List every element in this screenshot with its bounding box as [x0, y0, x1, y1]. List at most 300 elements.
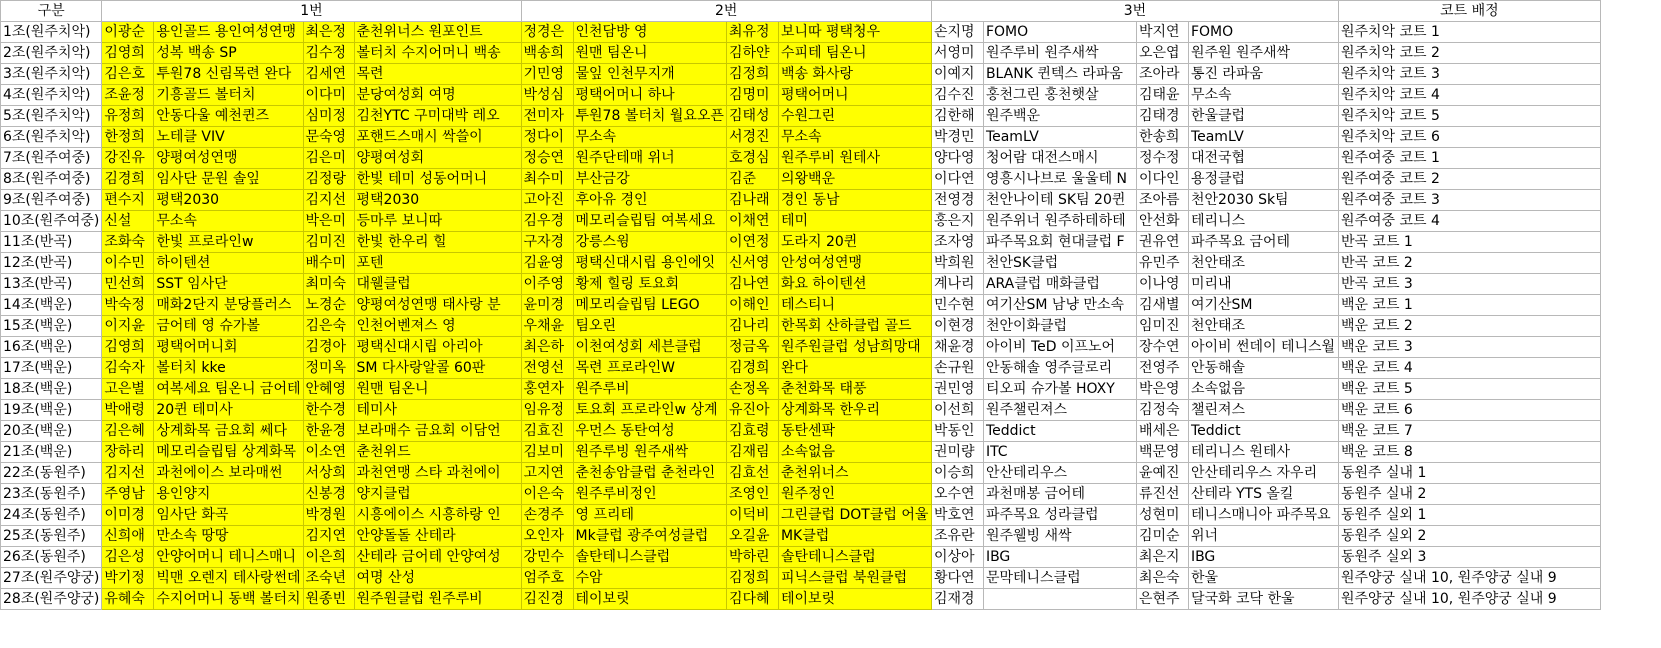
team3-name1[interactable]: 권미량 [931, 442, 983, 463]
team3-name2[interactable]: 김미순 [1136, 526, 1188, 547]
team1-club2[interactable]: 평택2030 [354, 190, 521, 211]
team2-club2[interactable]: 보니따 평택청우 [778, 22, 931, 43]
team2-club2[interactable]: 테미 [778, 211, 931, 232]
team1-club1[interactable]: 성복 백송 SP [154, 43, 303, 64]
court-cell[interactable]: 동원주 실외 2 [1338, 526, 1600, 547]
court-cell[interactable]: 원주여중 코트 3 [1338, 190, 1600, 211]
group-cell[interactable]: 1조(원주치악) [1, 22, 102, 43]
team2-club2[interactable]: 춘천화목 태풍 [778, 379, 931, 400]
team3-name1[interactable]: 이승희 [931, 463, 983, 484]
team2-name2[interactable]: 김정희 [726, 64, 778, 85]
team2-name1[interactable]: 홍연자 [521, 379, 573, 400]
team2-club1[interactable]: 물잎 인천무지개 [573, 64, 726, 85]
team1-club2[interactable]: 시흥에이스 시흥하랑 인 [354, 505, 521, 526]
court-cell[interactable]: 백운 코트 4 [1338, 358, 1600, 379]
team2-name1[interactable]: 이주영 [521, 274, 573, 295]
team3-club2[interactable]: 천안2030 Sk팀 [1188, 190, 1338, 211]
team2-name2[interactable]: 김다혜 [726, 589, 778, 610]
team2-name1[interactable]: 전영선 [521, 358, 573, 379]
team3-name1[interactable]: 손규원 [931, 358, 983, 379]
team1-name2[interactable]: 김지연 [303, 526, 354, 547]
team2-name2[interactable]: 정금옥 [726, 337, 778, 358]
group-cell[interactable]: 4조(원주치악) [1, 85, 102, 106]
team1-name1[interactable]: 김은혜 [102, 421, 154, 442]
team3-club1[interactable]: 청어람 대전스매시 [983, 148, 1136, 169]
team3-name2[interactable]: 성현미 [1136, 505, 1188, 526]
group-cell[interactable]: 23조(동원주) [1, 484, 102, 505]
team3-club1[interactable]: FOMO [983, 22, 1136, 43]
team2-club1[interactable]: 이천여성회 세븐클럽 [573, 337, 726, 358]
team1-name1[interactable]: 김숙자 [102, 358, 154, 379]
group-cell[interactable]: 6조(원주치악) [1, 127, 102, 148]
team3-club1[interactable]: 영흥시나브로 울울테 N [983, 169, 1136, 190]
group-cell[interactable]: 16조(백운) [1, 337, 102, 358]
court-cell[interactable]: 반곡 코트 3 [1338, 274, 1600, 295]
team2-name2[interactable]: 신서영 [726, 253, 778, 274]
team2-name1[interactable]: 오인자 [521, 526, 573, 547]
team3-club1[interactable]: 원주위너 원주하테하테 [983, 211, 1136, 232]
team2-club1[interactable]: 토요회 프로라인w 상계 [573, 400, 726, 421]
team1-club1[interactable]: 안양어머니 테니스매니 [154, 547, 303, 568]
team1-club2[interactable]: 테미사 [354, 400, 521, 421]
team1-name2[interactable]: 문숙영 [303, 127, 354, 148]
team1-name2[interactable]: 이은희 [303, 547, 354, 568]
team3-club2[interactable]: FOMO [1188, 22, 1338, 43]
team2-club1[interactable]: 황제 힐링 토요회 [573, 274, 726, 295]
team1-name1[interactable]: 김영희 [102, 43, 154, 64]
team2-name2[interactable]: 김정희 [726, 568, 778, 589]
team3-name2[interactable]: 최은숙 [1136, 568, 1188, 589]
team2-name1[interactable]: 고지연 [521, 463, 573, 484]
court-cell[interactable]: 백운 코트 2 [1338, 316, 1600, 337]
team2-name1[interactable]: 백송희 [521, 43, 573, 64]
group-cell[interactable]: 5조(원주치악) [1, 106, 102, 127]
team3-club2[interactable]: 한울 [1188, 568, 1338, 589]
team2-name2[interactable]: 손정옥 [726, 379, 778, 400]
team1-name2[interactable]: 원종빈 [303, 589, 354, 610]
team1-club1[interactable]: 용인양지 [154, 484, 303, 505]
team1-name1[interactable]: 한정희 [102, 127, 154, 148]
team3-club1[interactable]: BLANK 퀸텍스 라파움 [983, 64, 1136, 85]
team2-name1[interactable]: 정승연 [521, 148, 573, 169]
team2-club1[interactable]: 원주루비정인 [573, 484, 726, 505]
team3-club2[interactable]: 챌린져스 [1188, 400, 1338, 421]
team2-club2[interactable]: 테스티니 [778, 295, 931, 316]
team3-name2[interactable]: 전영주 [1136, 358, 1188, 379]
team3-name1[interactable]: 오수연 [931, 484, 983, 505]
team1-name1[interactable]: 김경희 [102, 169, 154, 190]
team1-club1[interactable]: 만소속 땅땅 [154, 526, 303, 547]
team3-club2[interactable]: 테리니스 [1188, 211, 1338, 232]
team3-name2[interactable]: 조아름 [1136, 190, 1188, 211]
team1-name2[interactable]: 김지선 [303, 190, 354, 211]
group-cell[interactable]: 2조(원주치악) [1, 43, 102, 64]
court-cell[interactable]: 원주양궁 실내 10, 원주양궁 실내 9 [1338, 568, 1600, 589]
team3-name2[interactable]: 조아라 [1136, 64, 1188, 85]
team2-club2[interactable]: 안성여성연맹 [778, 253, 931, 274]
court-cell[interactable]: 원주여중 코트 1 [1338, 148, 1600, 169]
team2-name1[interactable]: 정다이 [521, 127, 573, 148]
court-cell[interactable]: 동원주 실외 1 [1338, 505, 1600, 526]
team1-name1[interactable]: 유혜숙 [102, 589, 154, 610]
team1-name1[interactable]: 민선희 [102, 274, 154, 295]
team3-club1[interactable]: Teddict [983, 421, 1136, 442]
court-cell[interactable]: 원주치악 코트 2 [1338, 43, 1600, 64]
team3-name1[interactable]: 박희원 [931, 253, 983, 274]
team1-name2[interactable]: 김정랑 [303, 169, 354, 190]
team3-club1[interactable]: 여기산SM 남냥 만소속 [983, 295, 1136, 316]
team1-name2[interactable]: 최은정 [303, 22, 354, 43]
team2-club2[interactable]: 소속없음 [778, 442, 931, 463]
team1-club2[interactable]: 안양돌돌 산테라 [354, 526, 521, 547]
team2-name2[interactable]: 이채연 [726, 211, 778, 232]
team1-club1[interactable]: 안동다울 예천퀸즈 [154, 106, 303, 127]
team2-club2[interactable]: 한목회 산하클럽 골드 [778, 316, 931, 337]
team2-club1[interactable]: 팀오린 [573, 316, 726, 337]
group-cell[interactable]: 28조(원주양궁) [1, 589, 102, 610]
team2-name1[interactable]: 강민수 [521, 547, 573, 568]
team3-club2[interactable]: 천안태조 [1188, 253, 1338, 274]
team1-club1[interactable]: SST 임사단 [154, 274, 303, 295]
team2-club2[interactable]: 수피테 팀온니 [778, 43, 931, 64]
team1-name2[interactable]: 정미옥 [303, 358, 354, 379]
team3-club1[interactable]: 천안SK클럽 [983, 253, 1136, 274]
team1-name2[interactable]: 김경아 [303, 337, 354, 358]
team2-name1[interactable]: 전미자 [521, 106, 573, 127]
team3-name1[interactable]: 조유란 [931, 526, 983, 547]
team3-name1[interactable]: 박호연 [931, 505, 983, 526]
team1-name2[interactable]: 노경순 [303, 295, 354, 316]
court-cell[interactable]: 원주양궁 실내 10, 원주양궁 실내 9 [1338, 589, 1600, 610]
team2-name2[interactable]: 이연정 [726, 232, 778, 253]
team2-name2[interactable]: 김나연 [726, 274, 778, 295]
group-cell[interactable]: 19조(백운) [1, 400, 102, 421]
team2-club2[interactable]: 무소속 [778, 127, 931, 148]
team3-name1[interactable]: 이다연 [931, 169, 983, 190]
team3-club2[interactable]: 테리니스 원테사 [1188, 442, 1338, 463]
team1-name2[interactable]: 김세연 [303, 64, 354, 85]
court-cell[interactable]: 반곡 코트 2 [1338, 253, 1600, 274]
team1-club2[interactable]: 평택신대시립 아리아 [354, 337, 521, 358]
group-cell[interactable]: 26조(동원주) [1, 547, 102, 568]
court-cell[interactable]: 원주여중 코트 4 [1338, 211, 1600, 232]
team2-name1[interactable]: 박성심 [521, 85, 573, 106]
team2-club2[interactable]: 수원그린 [778, 106, 931, 127]
team2-club2[interactable]: 백송 화사랑 [778, 64, 931, 85]
team3-club1[interactable] [983, 589, 1136, 610]
team3-name2[interactable]: 류진선 [1136, 484, 1188, 505]
team1-club1[interactable]: 한빛 프로라인w [154, 232, 303, 253]
team3-name2[interactable]: 한송희 [1136, 127, 1188, 148]
team3-name1[interactable]: 박경민 [931, 127, 983, 148]
team3-name1[interactable]: 조자영 [931, 232, 983, 253]
court-cell[interactable]: 원주치악 코트 1 [1338, 22, 1600, 43]
team1-club1[interactable]: 용인골드 용인여성연맹 [154, 22, 303, 43]
team1-name1[interactable]: 김영희 [102, 337, 154, 358]
team1-name2[interactable]: 안혜영 [303, 379, 354, 400]
group-cell[interactable]: 21조(백운) [1, 442, 102, 463]
team2-club2[interactable]: 화요 하이텐션 [778, 274, 931, 295]
team2-name1[interactable]: 최은하 [521, 337, 573, 358]
team2-club2[interactable]: 피닉스클럽 북원클럽 [778, 568, 931, 589]
team3-name1[interactable]: 박동인 [931, 421, 983, 442]
team1-name1[interactable]: 이수민 [102, 253, 154, 274]
team2-club1[interactable]: 원맨 팀온니 [573, 43, 726, 64]
team2-club1[interactable]: 솔탄테니스클럽 [573, 547, 726, 568]
team2-club1[interactable]: 투원78 볼터치 월요오픈 [573, 106, 726, 127]
team2-club1[interactable]: 평택신대시립 용인에잇 [573, 253, 726, 274]
team2-club2[interactable]: 의왕백운 [778, 169, 931, 190]
team3-club2[interactable]: 여기산SM [1188, 295, 1338, 316]
team2-name1[interactable]: 김우경 [521, 211, 573, 232]
team1-name2[interactable]: 이소연 [303, 442, 354, 463]
team1-club2[interactable]: 여명 산성 [354, 568, 521, 589]
court-cell[interactable]: 백운 코트 6 [1338, 400, 1600, 421]
team2-name1[interactable]: 정경은 [521, 22, 573, 43]
team2-name1[interactable]: 김진경 [521, 589, 573, 610]
court-cell[interactable]: 원주치악 코트 4 [1338, 85, 1600, 106]
team2-name2[interactable]: 조영인 [726, 484, 778, 505]
team3-name1[interactable]: 이예지 [931, 64, 983, 85]
group-cell[interactable]: 15조(백운) [1, 316, 102, 337]
team3-club2[interactable]: 안산테리우스 자우리 [1188, 463, 1338, 484]
team3-club2[interactable]: 천안태조 [1188, 316, 1338, 337]
team1-name2[interactable]: 최미숙 [303, 274, 354, 295]
group-cell[interactable]: 8조(원주여중) [1, 169, 102, 190]
team2-name1[interactable]: 엄주호 [521, 568, 573, 589]
team1-name1[interactable]: 박애령 [102, 400, 154, 421]
header-group[interactable]: 구분 [1, 1, 102, 22]
team2-club2[interactable]: 솔탄테니스클럽 [778, 547, 931, 568]
team1-name1[interactable]: 신설 [102, 211, 154, 232]
court-cell[interactable]: 동원주 실내 1 [1338, 463, 1600, 484]
team2-club2[interactable]: 상계화목 한우리 [778, 400, 931, 421]
team3-name2[interactable]: 윤예진 [1136, 463, 1188, 484]
team3-name1[interactable]: 민수현 [931, 295, 983, 316]
team1-club1[interactable]: 20퀸 테미사 [154, 400, 303, 421]
team3-club1[interactable]: 홍천그린 홍천햇살 [983, 85, 1136, 106]
team2-club1[interactable]: 후아유 경인 [573, 190, 726, 211]
team1-name1[interactable]: 유정희 [102, 106, 154, 127]
team2-name2[interactable]: 김경희 [726, 358, 778, 379]
team2-name1[interactable]: 김효진 [521, 421, 573, 442]
team2-club1[interactable]: 강릉스윙 [573, 232, 726, 253]
team2-name1[interactable]: 최수미 [521, 169, 573, 190]
team1-club1[interactable]: 투원78 신림목련 완다 [154, 64, 303, 85]
team2-club1[interactable]: 목련 프로라인W [573, 358, 726, 379]
team1-name1[interactable]: 이광순 [102, 22, 154, 43]
team3-name1[interactable]: 전영경 [931, 190, 983, 211]
team3-name1[interactable]: 황다연 [931, 568, 983, 589]
team1-club2[interactable]: 포핸드스매시 싹쓸이 [354, 127, 521, 148]
team3-name1[interactable]: 이선희 [931, 400, 983, 421]
team2-name1[interactable]: 기민영 [521, 64, 573, 85]
team1-name2[interactable]: 배수미 [303, 253, 354, 274]
team2-name2[interactable]: 김하얀 [726, 43, 778, 64]
team2-club2[interactable]: 원주루비 원테사 [778, 148, 931, 169]
team2-name2[interactable]: 김태성 [726, 106, 778, 127]
team3-name2[interactable]: 배세은 [1136, 421, 1188, 442]
group-cell[interactable]: 7조(원주여중) [1, 148, 102, 169]
team1-club2[interactable]: 양평여성연맹 태사랑 분 [354, 295, 521, 316]
team2-club2[interactable]: 도라지 20퀸 [778, 232, 931, 253]
team1-name2[interactable]: 김은미 [303, 148, 354, 169]
team1-name1[interactable]: 조화숙 [102, 232, 154, 253]
team1-club2[interactable]: 한빛 한우리 힐 [354, 232, 521, 253]
team3-club1[interactable]: 파주목요회 현대클럽 F [983, 232, 1136, 253]
team3-club2[interactable]: 무소속 [1188, 85, 1338, 106]
team3-club1[interactable]: 원주루비 원주새싹 [983, 43, 1136, 64]
team3-club2[interactable]: 통진 라파움 [1188, 64, 1338, 85]
team2-club1[interactable]: 테이보릿 [573, 589, 726, 610]
team2-name1[interactable]: 우채윤 [521, 316, 573, 337]
team2-club1[interactable]: 무소속 [573, 127, 726, 148]
group-cell[interactable]: 9조(원주여중) [1, 190, 102, 211]
team1-club2[interactable]: 양평여성회 [354, 148, 521, 169]
team2-club1[interactable]: 인천담방 영 [573, 22, 726, 43]
team1-name2[interactable]: 김은숙 [303, 316, 354, 337]
team2-club1[interactable]: 우먼스 동탄여성 [573, 421, 726, 442]
group-cell[interactable]: 3조(원주치악) [1, 64, 102, 85]
team3-club2[interactable]: TeamLV [1188, 127, 1338, 148]
team2-name2[interactable]: 김명미 [726, 85, 778, 106]
team3-name1[interactable]: 채윤경 [931, 337, 983, 358]
team3-club1[interactable]: 원주웰빙 새싹 [983, 526, 1136, 547]
team2-club1[interactable]: 원주루빙 원주새싹 [573, 442, 726, 463]
team1-club2[interactable]: 원맨 팀온니 [354, 379, 521, 400]
team1-name1[interactable]: 김은성 [102, 547, 154, 568]
team1-club2[interactable]: 포텐 [354, 253, 521, 274]
team3-name2[interactable]: 오은엽 [1136, 43, 1188, 64]
team2-club2[interactable]: 춘천위너스 [778, 463, 931, 484]
team3-name2[interactable]: 김태경 [1136, 106, 1188, 127]
team1-name2[interactable]: 박경원 [303, 505, 354, 526]
team1-club2[interactable]: 김천YTC 구미대박 레오 [354, 106, 521, 127]
team3-name2[interactable]: 유민주 [1136, 253, 1188, 274]
team1-club1[interactable]: 하이텐션 [154, 253, 303, 274]
team3-club2[interactable]: 미리내 [1188, 274, 1338, 295]
team3-club2[interactable]: 원주원 원주새싹 [1188, 43, 1338, 64]
team3-name2[interactable]: 박은영 [1136, 379, 1188, 400]
team3-name1[interactable]: 권민영 [931, 379, 983, 400]
team3-name1[interactable]: 계나리 [931, 274, 983, 295]
team2-club2[interactable]: 평택어머니 [778, 85, 931, 106]
team2-club1[interactable]: 메모리슬립팀 여복세요 [573, 211, 726, 232]
team1-club2[interactable]: 인천어벤져스 영 [354, 316, 521, 337]
team2-name2[interactable]: 이덕비 [726, 505, 778, 526]
team3-name2[interactable]: 안선화 [1136, 211, 1188, 232]
team3-club2[interactable]: IBG [1188, 547, 1338, 568]
team3-club1[interactable]: 안동해솔 영주글로리 [983, 358, 1136, 379]
team3-name1[interactable]: 손지명 [931, 22, 983, 43]
team1-name1[interactable]: 김은호 [102, 64, 154, 85]
team3-name2[interactable]: 최은지 [1136, 547, 1188, 568]
team3-club2[interactable]: 파주목요 금어테 [1188, 232, 1338, 253]
team1-name1[interactable]: 장하리 [102, 442, 154, 463]
group-cell[interactable]: 13조(반곡) [1, 274, 102, 295]
team1-club2[interactable]: 대웰클럽 [354, 274, 521, 295]
team3-club2[interactable]: 한울클럽 [1188, 106, 1338, 127]
team3-club1[interactable]: ITC [983, 442, 1136, 463]
team1-club1[interactable]: 상계화목 금요회 쎄다 [154, 421, 303, 442]
team3-club2[interactable]: 아이비 썬데이 테니스월 [1188, 337, 1338, 358]
team1-club1[interactable]: 양평여성연맹 [154, 148, 303, 169]
team2-name2[interactable]: 김나리 [726, 316, 778, 337]
team2-club1[interactable]: 메모리슬립팀 LEGO [573, 295, 726, 316]
team3-name1[interactable]: 김재경 [931, 589, 983, 610]
team2-club1[interactable]: 영 프리테 [573, 505, 726, 526]
team1-name1[interactable]: 이미경 [102, 505, 154, 526]
team3-name2[interactable]: 김정숙 [1136, 400, 1188, 421]
team1-club2[interactable]: 춘천위드 [354, 442, 521, 463]
team2-club1[interactable]: 수암 [573, 568, 726, 589]
team3-name2[interactable]: 김새별 [1136, 295, 1188, 316]
court-cell[interactable]: 백운 코트 7 [1338, 421, 1600, 442]
team2-name2[interactable]: 호경심 [726, 148, 778, 169]
team1-name1[interactable]: 주영남 [102, 484, 154, 505]
header-team-2[interactable]: 2번 [521, 1, 931, 22]
team1-name1[interactable]: 김지선 [102, 463, 154, 484]
team1-club1[interactable]: 노테클 VIV [154, 127, 303, 148]
team2-name2[interactable]: 서경진 [726, 127, 778, 148]
team3-name2[interactable]: 박지연 [1136, 22, 1188, 43]
team1-name1[interactable]: 고은별 [102, 379, 154, 400]
team2-club2[interactable]: 원주정인 [778, 484, 931, 505]
team3-club2[interactable]: 산테라 YTS 올킬 [1188, 484, 1338, 505]
court-cell[interactable]: 백운 코트 5 [1338, 379, 1600, 400]
team1-name2[interactable]: 김수정 [303, 43, 354, 64]
team3-name1[interactable]: 김수진 [931, 85, 983, 106]
team2-name2[interactable]: 김효령 [726, 421, 778, 442]
team3-club1[interactable]: TeamLV [983, 127, 1136, 148]
team1-club1[interactable]: 여복세요 팀온니 금어테 [154, 379, 303, 400]
team3-name2[interactable]: 권유연 [1136, 232, 1188, 253]
team2-club1[interactable]: 춘천송암클럽 춘천라인 [573, 463, 726, 484]
team2-name1[interactable]: 이은숙 [521, 484, 573, 505]
team1-club1[interactable]: 임사단 문원 솔잎 [154, 169, 303, 190]
team1-club1[interactable]: 메모리슬립팀 상계화목 [154, 442, 303, 463]
team3-name1[interactable]: 홍은지 [931, 211, 983, 232]
team2-name1[interactable]: 김보미 [521, 442, 573, 463]
team1-club2[interactable]: 춘천위너스 원포인트 [354, 22, 521, 43]
court-cell[interactable]: 동원주 실내 2 [1338, 484, 1600, 505]
court-cell[interactable]: 원주여중 코트 2 [1338, 169, 1600, 190]
team2-club1[interactable]: 원주루비 [573, 379, 726, 400]
team3-name2[interactable]: 정수정 [1136, 148, 1188, 169]
team3-club1[interactable]: 아이비 TeD 이프노어 [983, 337, 1136, 358]
team2-name2[interactable]: 이해인 [726, 295, 778, 316]
team1-name1[interactable]: 이지윤 [102, 316, 154, 337]
group-cell[interactable]: 20조(백운) [1, 421, 102, 442]
team3-name1[interactable]: 김한해 [931, 106, 983, 127]
team1-name1[interactable]: 박숙정 [102, 295, 154, 316]
group-cell[interactable]: 22조(동원주) [1, 463, 102, 484]
team2-name2[interactable]: 김재림 [726, 442, 778, 463]
team1-club2[interactable]: SM 다사랑알콜 60판 [354, 358, 521, 379]
team3-name2[interactable]: 김태윤 [1136, 85, 1188, 106]
team1-name1[interactable]: 편수지 [102, 190, 154, 211]
team1-name2[interactable]: 김미진 [303, 232, 354, 253]
court-cell[interactable]: 원주치악 코트 5 [1338, 106, 1600, 127]
team1-club1[interactable]: 무소속 [154, 211, 303, 232]
team3-club2[interactable]: 용정클럽 [1188, 169, 1338, 190]
header-court[interactable]: 코트 배정 [1338, 1, 1600, 22]
team3-club1[interactable]: 파주목요 성라클럽 [983, 505, 1136, 526]
header-team-3[interactable]: 3번 [931, 1, 1338, 22]
team2-name2[interactable]: 김준 [726, 169, 778, 190]
team1-club2[interactable]: 등마루 보니따 [354, 211, 521, 232]
court-cell[interactable]: 반곡 코트 1 [1338, 232, 1600, 253]
